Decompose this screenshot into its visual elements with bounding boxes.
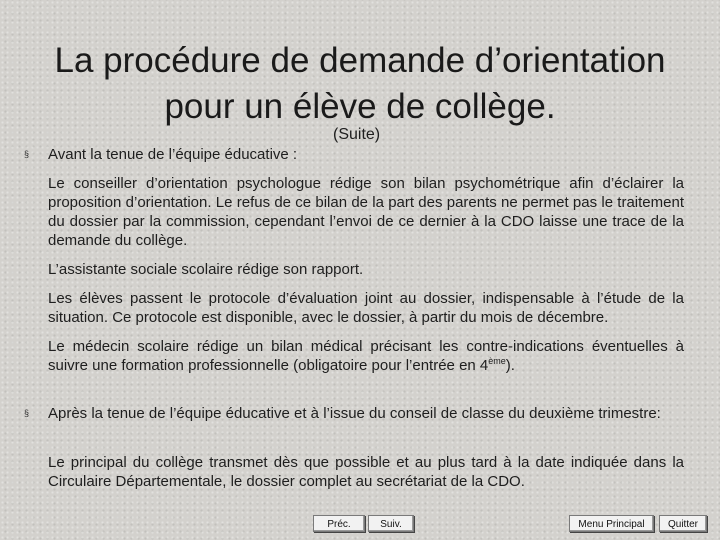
medical-text-end: ). bbox=[505, 357, 515, 374]
paragraph-assistante: L’assistante sociale scolaire rédige son rapport. bbox=[48, 261, 364, 278]
prev-button[interactable]: Préc. bbox=[313, 515, 365, 532]
quit-button[interactable]: Quitter bbox=[659, 515, 707, 532]
page-title bbox=[0, 38, 720, 130]
paragraph-conseiller: Le conseiller d’orientation psychologue rédige son bilan psychométrique afin d’éclairer la proposition d’orientation. Le refus de ce bilan de la part des parents ne permet pas le traitement du dossier par la commission, cependant l’envoi de ce dernier à la CDO laisse une trace de la demande du collège. bbox=[48, 175, 684, 249]
section2-heading: Après la tenue de l’équipe éducative et à l’issue du conseil de classe du deuxième trimestre: bbox=[48, 405, 661, 422]
medical-text: Le médecin scolaire rédige un bilan médical précisant les contre-indications éventuelles à suivre une formation professionnelle (obligatoire pour l’entrée en 4 bbox=[48, 338, 684, 374]
main-menu-button[interactable]: Menu Principal bbox=[569, 515, 654, 532]
bullet-icon: § bbox=[24, 149, 30, 159]
section1-heading: Avant la tenue de l’équipe éducative : bbox=[48, 146, 298, 163]
bullet-icon: § bbox=[24, 408, 30, 418]
paragraph-medecin bbox=[48, 337, 684, 375]
title-line-2: pour un élève de collège. bbox=[164, 87, 556, 126]
paragraph-protocole: Les élèves passent le protocole d’évaluation joint au dossier, indispensable à l’étude de la situation. Ce protocole est disponible, avec le dossier, à partir du mois de décembre. bbox=[48, 290, 684, 326]
paragraph-principal: Le principal du collège transmet dès que possible et au plus tard à la date indiquée dans la Circulaire Départementale, le dossier complet au secrétariat de la CDO. bbox=[48, 454, 684, 490]
next-button[interactable]: Suiv. bbox=[368, 515, 414, 532]
title-line-1: La procédure de demande d’orientation bbox=[54, 41, 666, 80]
subtitle: (Suite) bbox=[333, 126, 381, 143]
medical-superscript: ème bbox=[488, 356, 506, 366]
